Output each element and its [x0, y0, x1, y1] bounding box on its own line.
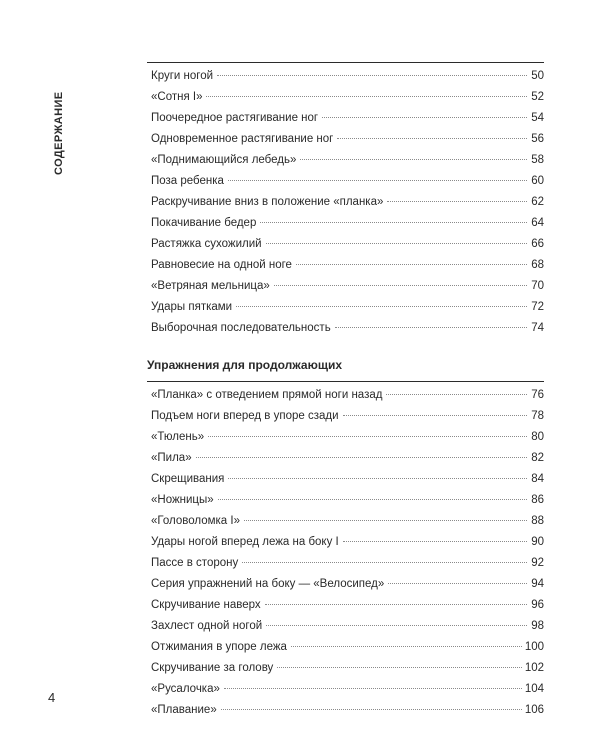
toc-entry[interactable] — [147, 637, 544, 658]
toc-entry-page: 64 — [531, 217, 544, 229]
toc-entry-title: «Головоломка I» — [151, 515, 240, 527]
dot-leader — [221, 709, 522, 710]
toc-entry-title: Скрещивания — [151, 473, 225, 485]
table-of-contents — [147, 62, 544, 721]
toc-entry[interactable] — [147, 469, 544, 490]
dot-leader — [266, 243, 527, 244]
dot-leader — [388, 583, 527, 584]
toc-entry-page: 58 — [531, 154, 544, 166]
toc-entry[interactable] — [147, 532, 544, 553]
dot-leader — [196, 457, 527, 458]
toc-entry-page: 74 — [531, 322, 544, 334]
section-heading: Упражнения для продолжающих — [147, 358, 342, 372]
dot-leader — [206, 96, 527, 97]
toc-entry[interactable] — [147, 255, 544, 276]
dot-leader — [208, 436, 527, 437]
dot-leader — [265, 604, 527, 605]
toc-entry-page: 76 — [531, 389, 544, 401]
toc-entry[interactable] — [147, 511, 544, 532]
toc-entry-page: 80 — [531, 431, 544, 443]
toc-entry-title: Скручивание за голову — [151, 662, 274, 674]
toc-entry-page: 52 — [531, 91, 544, 103]
dot-leader — [343, 415, 527, 416]
toc-entry[interactable] — [147, 595, 544, 616]
dot-leader — [236, 306, 527, 307]
toc-entry-page: 78 — [531, 410, 544, 422]
dot-leader — [296, 264, 527, 265]
toc-entry[interactable] — [147, 171, 544, 192]
dot-leader — [242, 562, 527, 563]
toc-entry-page: 96 — [531, 599, 544, 611]
dot-leader — [260, 222, 527, 223]
toc-group-2 — [147, 381, 544, 721]
toc-entry[interactable] — [147, 658, 544, 679]
dot-leader — [291, 646, 522, 647]
toc-entry-page: 70 — [531, 280, 544, 292]
toc-entry-page: 102 — [524, 662, 544, 674]
toc-entry[interactable] — [147, 150, 544, 171]
toc-entry[interactable] — [147, 234, 544, 255]
dot-leader — [228, 180, 527, 181]
toc-entry-title: «Тюлень» — [151, 431, 205, 443]
toc-entry[interactable] — [147, 448, 544, 469]
toc-entry-title: «Ножницы» — [151, 494, 214, 506]
toc-entry-page: 54 — [531, 112, 544, 124]
dot-leader — [228, 478, 527, 479]
toc-entry-page: 68 — [531, 259, 544, 271]
toc-entry-title: Раскручивание вниз в положение «планка» — [151, 196, 384, 208]
dot-leader — [322, 117, 527, 118]
toc-entry[interactable] — [147, 276, 544, 297]
toc-entry-page: 106 — [524, 704, 544, 716]
toc-entry-title: «Пила» — [151, 452, 192, 464]
dot-leader — [300, 159, 527, 160]
side-section-title — [53, 91, 65, 175]
toc-entry-title: Подъем ноги вперед в упоре сзади — [151, 410, 339, 422]
dot-leader — [343, 541, 527, 542]
toc-entry-page: 50 — [531, 70, 544, 82]
dot-leader — [224, 688, 522, 689]
dot-leader — [387, 201, 527, 202]
toc-entry-title: «Поднимающийся лебедь» — [151, 154, 297, 166]
toc-entry[interactable] — [147, 427, 544, 448]
toc-entry-page: 98 — [531, 620, 544, 632]
toc-group-1 — [147, 62, 544, 339]
toc-entry-title: Пассе в сторону — [151, 557, 239, 569]
toc-entry-title: Круги ногой — [151, 70, 214, 82]
toc-entry-page: 90 — [531, 536, 544, 548]
toc-entry[interactable] — [147, 297, 544, 318]
toc-entry-title: «Сотня I» — [151, 91, 203, 103]
toc-entry-title: Одновременное растягивание ног — [151, 133, 334, 145]
toc-entry[interactable] — [147, 318, 544, 339]
toc-entry[interactable] — [147, 66, 544, 87]
toc-entry-page: 56 — [531, 133, 544, 145]
toc-entry-title: Поочередное растягивание ног — [151, 112, 319, 124]
toc-entry-title: Равновесие на одной ноге — [151, 259, 292, 271]
toc-entry-page: 92 — [531, 557, 544, 569]
toc-entry[interactable] — [147, 87, 544, 108]
dot-leader — [277, 667, 522, 668]
toc-entry[interactable] — [147, 108, 544, 129]
toc-entry-title: Удары пятками — [151, 301, 233, 313]
toc-entry-page: 60 — [531, 175, 544, 187]
toc-entry[interactable] — [147, 553, 544, 574]
toc-entry-page: 94 — [531, 578, 544, 590]
dot-leader — [274, 285, 527, 286]
toc-entry-page: 62 — [531, 196, 544, 208]
toc-entry-page: 66 — [531, 238, 544, 250]
toc-entry-title: «Русалочка» — [151, 683, 220, 695]
toc-entry-title: Поза ребенка — [151, 175, 224, 187]
dot-leader — [244, 520, 527, 521]
toc-entry-page: 104 — [524, 683, 544, 695]
toc-entry-title: Захлест одной ногой — [151, 620, 263, 632]
toc-entry[interactable] — [147, 679, 544, 700]
toc-entry[interactable] — [147, 574, 544, 595]
toc-entry-title: Удары ногой вперед лежа на боку I — [151, 536, 339, 548]
dot-leader — [386, 394, 527, 395]
dot-leader — [266, 625, 527, 626]
toc-entry-title: Серия упражнений на боку — «Велосипед» — [151, 578, 385, 590]
dot-leader — [337, 138, 527, 139]
dot-leader — [217, 75, 527, 76]
dot-leader — [218, 499, 527, 500]
toc-entry[interactable] — [147, 192, 544, 213]
toc-entry[interactable] — [147, 490, 544, 511]
page-number: 4 — [48, 690, 56, 705]
toc-entry-title: Покачивание бедер — [151, 217, 257, 229]
toc-entry[interactable] — [147, 385, 544, 406]
toc-entry-title: Отжимания в упоре лежа — [151, 641, 287, 653]
toc-entry-title: Выборочная последовательность — [151, 322, 331, 334]
toc-entry[interactable] — [147, 129, 544, 150]
toc-entry-title: Растяжка сухожилий — [151, 238, 262, 250]
side-section-title-text: СОДЕРЖАНИЕ — [53, 91, 65, 175]
toc-entry-title: «Планка» с отведением прямой ноги назад — [151, 389, 383, 401]
toc-entry-page: 84 — [531, 473, 544, 485]
toc-entry-title: Скручивание наверх — [151, 599, 261, 611]
toc-entry-page: 72 — [531, 301, 544, 313]
toc-entry-page: 82 — [531, 452, 544, 464]
toc-entry[interactable] — [147, 213, 544, 234]
toc-entry-page: 88 — [531, 515, 544, 527]
toc-entry-title: «Ветряная мельница» — [151, 280, 270, 292]
toc-entry[interactable] — [147, 700, 544, 721]
toc-entry[interactable] — [147, 616, 544, 637]
toc-entry-page: 100 — [524, 641, 544, 653]
toc-entry-page: 86 — [531, 494, 544, 506]
dot-leader — [335, 327, 527, 328]
toc-entry[interactable] — [147, 406, 544, 427]
toc-entry-title: «Плавание» — [151, 704, 217, 716]
